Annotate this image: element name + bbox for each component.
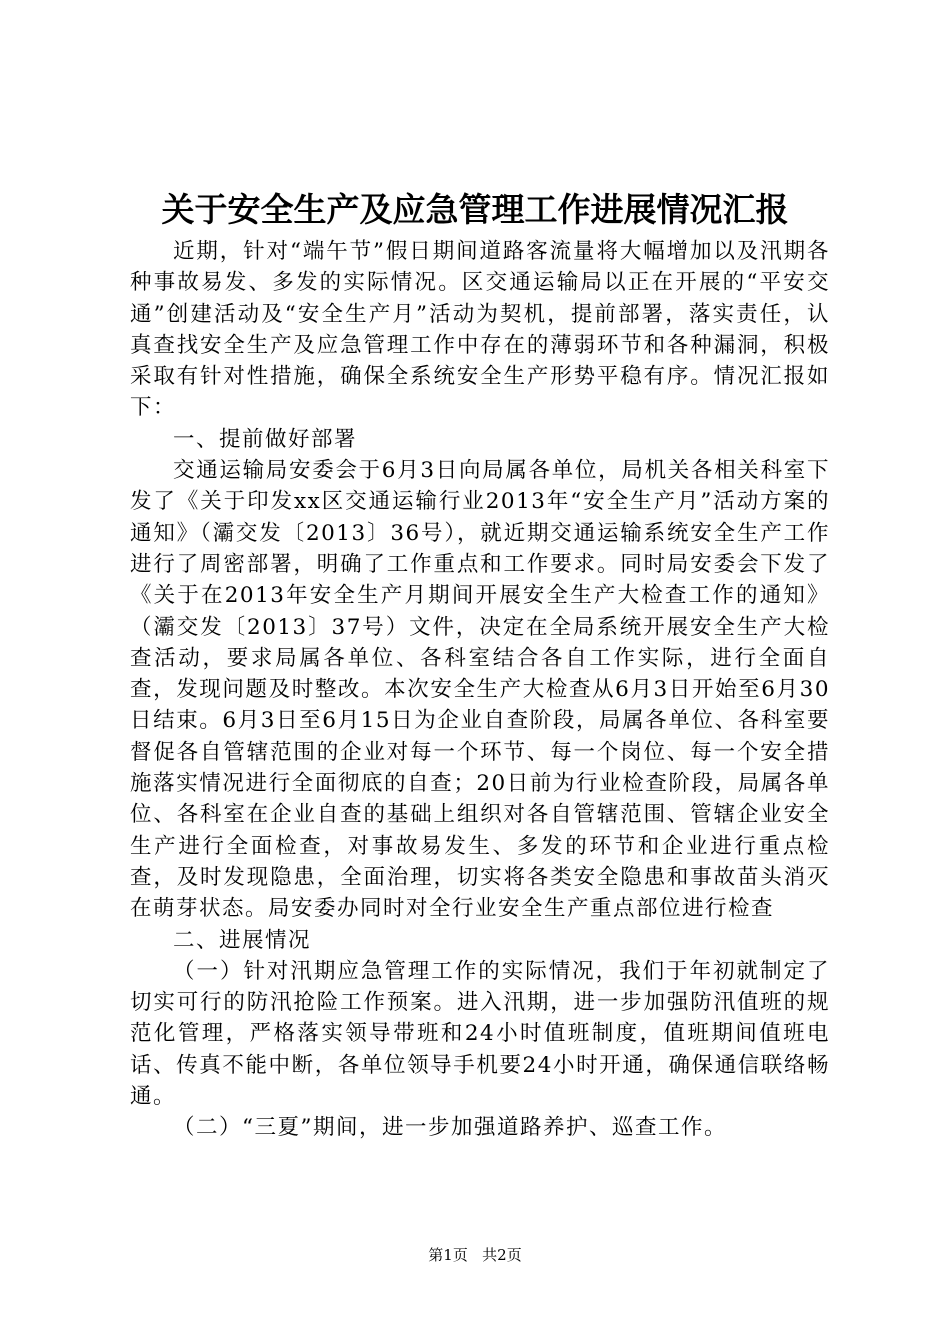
section-2-item-2: （二）“三夏”期间，进一步加强道路养护、巡查工作。 — [173, 1115, 727, 1141]
section-heading-2: 二、进展情况 — [173, 927, 312, 953]
section-1-paragraph: 交通运输局安委会于6月3日向局属各单位，局机关各相关科室下发了《关于印发xx区交通运输行业2013年“安全生产月”活动方案的通知》（灞交发〔2013〕36号），就近期交通运输系统安全生产工作进行了周密部署，明确了工作重点和工作要求。同时局安委会下发了《关于在2013年安全生产月期间开展安全生产大检查工作的通知》（灞交发〔2013〕37号）文件，决定在全局系统开展安全生产大检查活动，要求局属各单位、各科室结合各自工作实际，进行全面自查，发现问题及时整改。本次安全生产大检查从6月3日开始至6月30日结束。6月3日至6月15日为企业自查阶段，局属各单位、各科室要督促各自管辖范围的企业对每一个环节、每一个岗位、每一个安全措施落实情况进行全面彻底的自查；20日前为行业检查阶段，局属各单位、各科室在企业自查的基础上组织对各自管辖范围、管辖企业安全生产进行全面检查，对事故易发生、多发的环节和企业进行重点检查，及时发现隐患，全面治理，切实将各类安全隐患和事故苗头消灭在萌芽状态。局安委办同时对全行业安全生产重点部位进行检查 — [130, 458, 830, 922]
page-separator — [473, 1246, 478, 1264]
document-title: 关于安全生产及应急管理工作进展情况汇报 — [161, 190, 789, 229]
section-2-item-1: （一）针对汛期应急管理工作的实际情况，我们于年初就制定了切实可行的防汛抢险工作预案。进入汛期，进一步加强防汛值班的规范化管理，严格落实领导带班和24小时值班制度，值班期间值班电话、传真不能中断，各单位领导手机要24小时开通，确保通信联络畅通。 — [130, 958, 830, 1110]
document-body — [130, 236, 830, 1144]
page-total: 共2页 — [482, 1246, 522, 1264]
section-heading-1: 一、提前做好部署 — [173, 426, 358, 452]
page-number: 第1页 — [428, 1246, 468, 1264]
page-footer — [0, 1245, 950, 1265]
intro-paragraph: 近期，针对“端午节”假日期间道路客流量将大幅增加以及汛期各种事故易发、多发的实际情况。区交通运输局以正在开展的“平安交通”创建活动及“安全生产月”活动为契机，提前部署，落实责任，认真查找安全生产及应急管理工作中存在的薄弱环节和各种漏洞，积极采取有针对性措施，确保全系统安全生产形势平稳有序。情况汇报如下： — [130, 239, 830, 421]
